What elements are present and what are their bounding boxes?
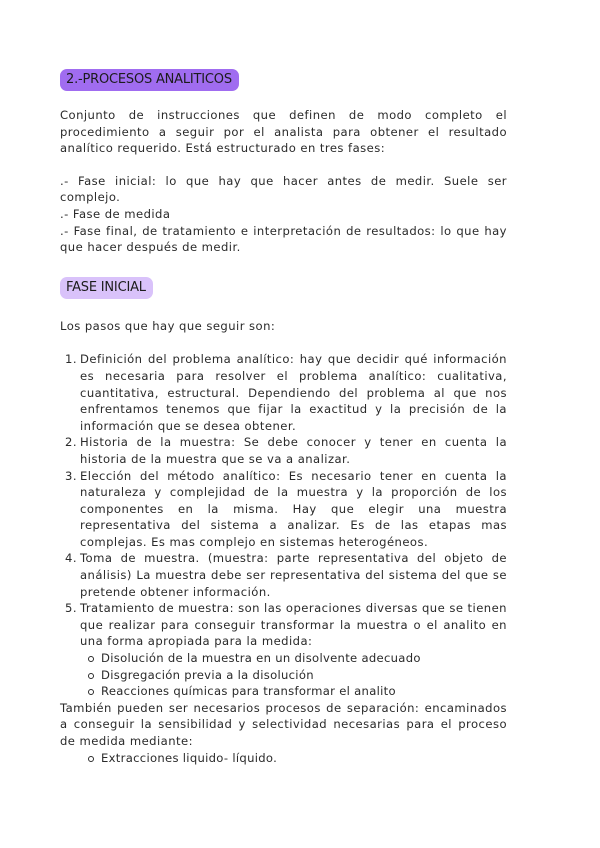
circle-bullet-icon [88, 689, 94, 695]
steps-lead: Los pasos que hay que seguir son: [60, 318, 276, 333]
list-item: 5. Tratamiento de muestra: son las operaciones diversas que se tienen que realizar para conseguir transformar la muestra o el analito en una forma apropiada para la medida: [65, 601, 507, 649]
document-page [60, 68, 507, 766]
sub-list-item: Disolución de la muestra en un disolvente adecuado [60, 650, 507, 667]
phases-list [60, 173, 507, 256]
circle-bullet-icon [88, 756, 94, 762]
circle-bullet-icon [88, 656, 94, 662]
section-heading-procesos: 2.-PROCESOS ANALITICOS [60, 69, 239, 91]
separation-sublist [60, 750, 507, 767]
list-item: 2. Historia de la muestra: Se debe conocer y tener en cuenta la historia de la muestra que se va a analizar. [65, 435, 507, 466]
phase-item: .- Fase final, de tratamiento e interpretación de resultados: lo que hay que hacer después de medir. [60, 223, 507, 255]
steps-list [60, 351, 507, 650]
list-item: 1. Definición del problema analítico: hay que decidir qué información es necesaria para resolver el problema analítico: cualitativa, cuantitativa, estructural. Dependiendo del problema al que nos enfrentamos tenemos que fijar la exactitud y la precisión de la información que se desea obtener. [65, 352, 507, 433]
circle-bullet-icon [88, 673, 94, 679]
phase-item: .- Fase de medida [60, 206, 171, 221]
section-heading-fase-inicial: FASE INICIAL [60, 277, 153, 299]
phase-item: .- Fase inicial: lo que hay que hacer antes de medir. Suele ser complejo. [60, 173, 507, 205]
intro-paragraph: Conjunto de instrucciones que definen de modo completo el procedimiento a seguir por el analista para obtener el resultado analítico requerido. Está estructurado en tres fases: [60, 108, 507, 156]
treatment-sublist [60, 650, 507, 700]
sub-list-item: Extracciones liquido- líquido. [60, 750, 507, 767]
separation-paragraph: También pueden ser necesarios procesos de separación: encaminados a conseguir la sensibilidad y selectividad necesarias para el proceso de medida mediante: [60, 700, 507, 748]
sub-list-item: Reacciones químicas para transformar el analito [60, 683, 507, 700]
list-item: 4. Toma de muestra. (muestra: parte representativa del objeto de análisis) La muestra debe ser representativa del sistema del que se pretende obtener información. [65, 551, 507, 599]
list-item: 3. Elección del método analítico: Es necesario tener en cuenta la naturaleza y complejidad de la muestra y la proporción de los componentes en la misma. Hay que elegir una muestra representativa del sistema a analizar. Es de las etapas mas complejas. Es mas complejo en sistemas heterogéneos. [65, 468, 507, 549]
sub-list-item: Disgregación previa a la disolución [60, 667, 507, 684]
